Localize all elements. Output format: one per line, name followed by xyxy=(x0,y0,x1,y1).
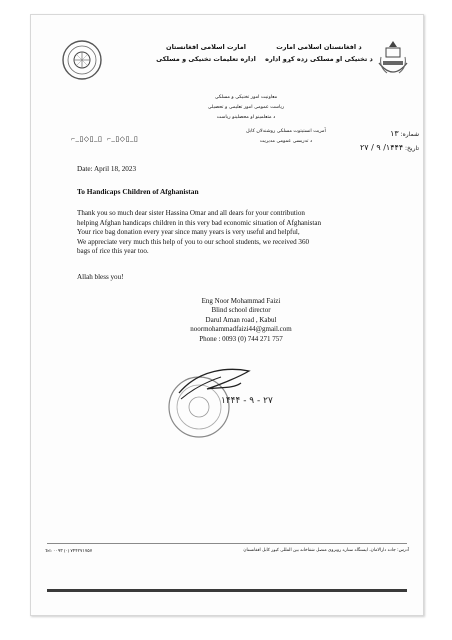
right-title: د افغانستان اسلامی امارت xyxy=(276,43,362,51)
sub-line: ریاست عمومی امور تعلیمی و تحصیلی xyxy=(207,105,285,110)
reference-fields xyxy=(311,127,419,155)
number-label: شماره: xyxy=(400,131,419,138)
signatory-email: noormohammadfaizi44@gmail.com xyxy=(190,325,292,334)
signature-date: ۱۴۴۴ - ۹ - ۲۷ xyxy=(221,396,273,406)
letterhead-left xyxy=(131,41,281,65)
left-subtitle: اداره تعلیمات تخنیکی و مسلکی xyxy=(156,55,256,63)
signatory-name: Eng Noor Mohammad Faizi xyxy=(201,297,281,305)
letter-closing: Allah bless you! xyxy=(77,273,124,281)
ministry-seal-icon xyxy=(61,39,103,81)
sub-line: د متعلمینو او محصلینو ریاست xyxy=(216,115,276,120)
bottom-rule xyxy=(47,589,407,592)
signatory-phone: Phone : 0093 (0) 744 271 757 xyxy=(199,334,283,343)
sub-office-lines xyxy=(171,93,321,123)
footer-tel: Tel: ۰۰۹۳ (۰) ۷۴۴۲۷۱۷۵۷ xyxy=(45,548,93,553)
emirate-emblem-icon xyxy=(375,37,411,81)
letterhead-right xyxy=(263,41,375,65)
body-line: We appreciate very much this help of you to our school students, we received 360 xyxy=(77,237,310,246)
date-label: تاریخ: xyxy=(405,145,419,152)
stamp-marks: ⌐_▯◇▯_▯ ⌐_▯◇▯_▯ xyxy=(71,135,139,143)
signature-stamp-icon xyxy=(149,359,289,449)
number-value: ۱۳ xyxy=(390,129,399,138)
sub-line: د تدریسی عمومی مدیریت xyxy=(259,139,313,144)
footer-address: آدرس: جاده دارالامان، ایستگاه ستاره روبروی متصل شفاخانه بین المللی کیور کابل افغانستان xyxy=(243,548,409,553)
signatory-title: Blind school director xyxy=(211,306,271,315)
signatory-address: Darul Aman road , Kabul xyxy=(205,315,277,324)
left-title: امارت اسلامی افغانستان xyxy=(166,43,246,51)
footer-divider xyxy=(47,543,407,544)
date-value: ۱۴۴۴/ ۹ / ۲۷ xyxy=(360,143,404,152)
number-field xyxy=(311,127,419,141)
body-line: Thank you so much dear sister Hassina Omar and all dears for your contribution xyxy=(77,209,305,217)
sub-line: آمریت انستیتوت مسلکی روشندلان کابل xyxy=(246,129,326,134)
letter-date: Date: April 18, 2023 xyxy=(77,165,137,173)
body-line: helping Afghan handicaps children in this very bad economic situation of Afghanistan xyxy=(77,218,322,227)
body-line: Your rice bag donation every year since many years is very useful and helpful, xyxy=(77,228,300,237)
right-subtitle: د تخنیکی او مسلکی زده کړو اداره xyxy=(265,55,373,63)
body-line: bags of rice this year too. xyxy=(77,247,149,256)
signature-block xyxy=(161,297,321,344)
date-field xyxy=(311,141,419,155)
letter-subject: To Handicaps Children of Afghanistan xyxy=(77,187,199,196)
letter-page xyxy=(30,14,424,616)
sub-line: معاونیت امور تخنیکی و مسلکی xyxy=(214,95,278,100)
letter-body xyxy=(77,209,397,257)
